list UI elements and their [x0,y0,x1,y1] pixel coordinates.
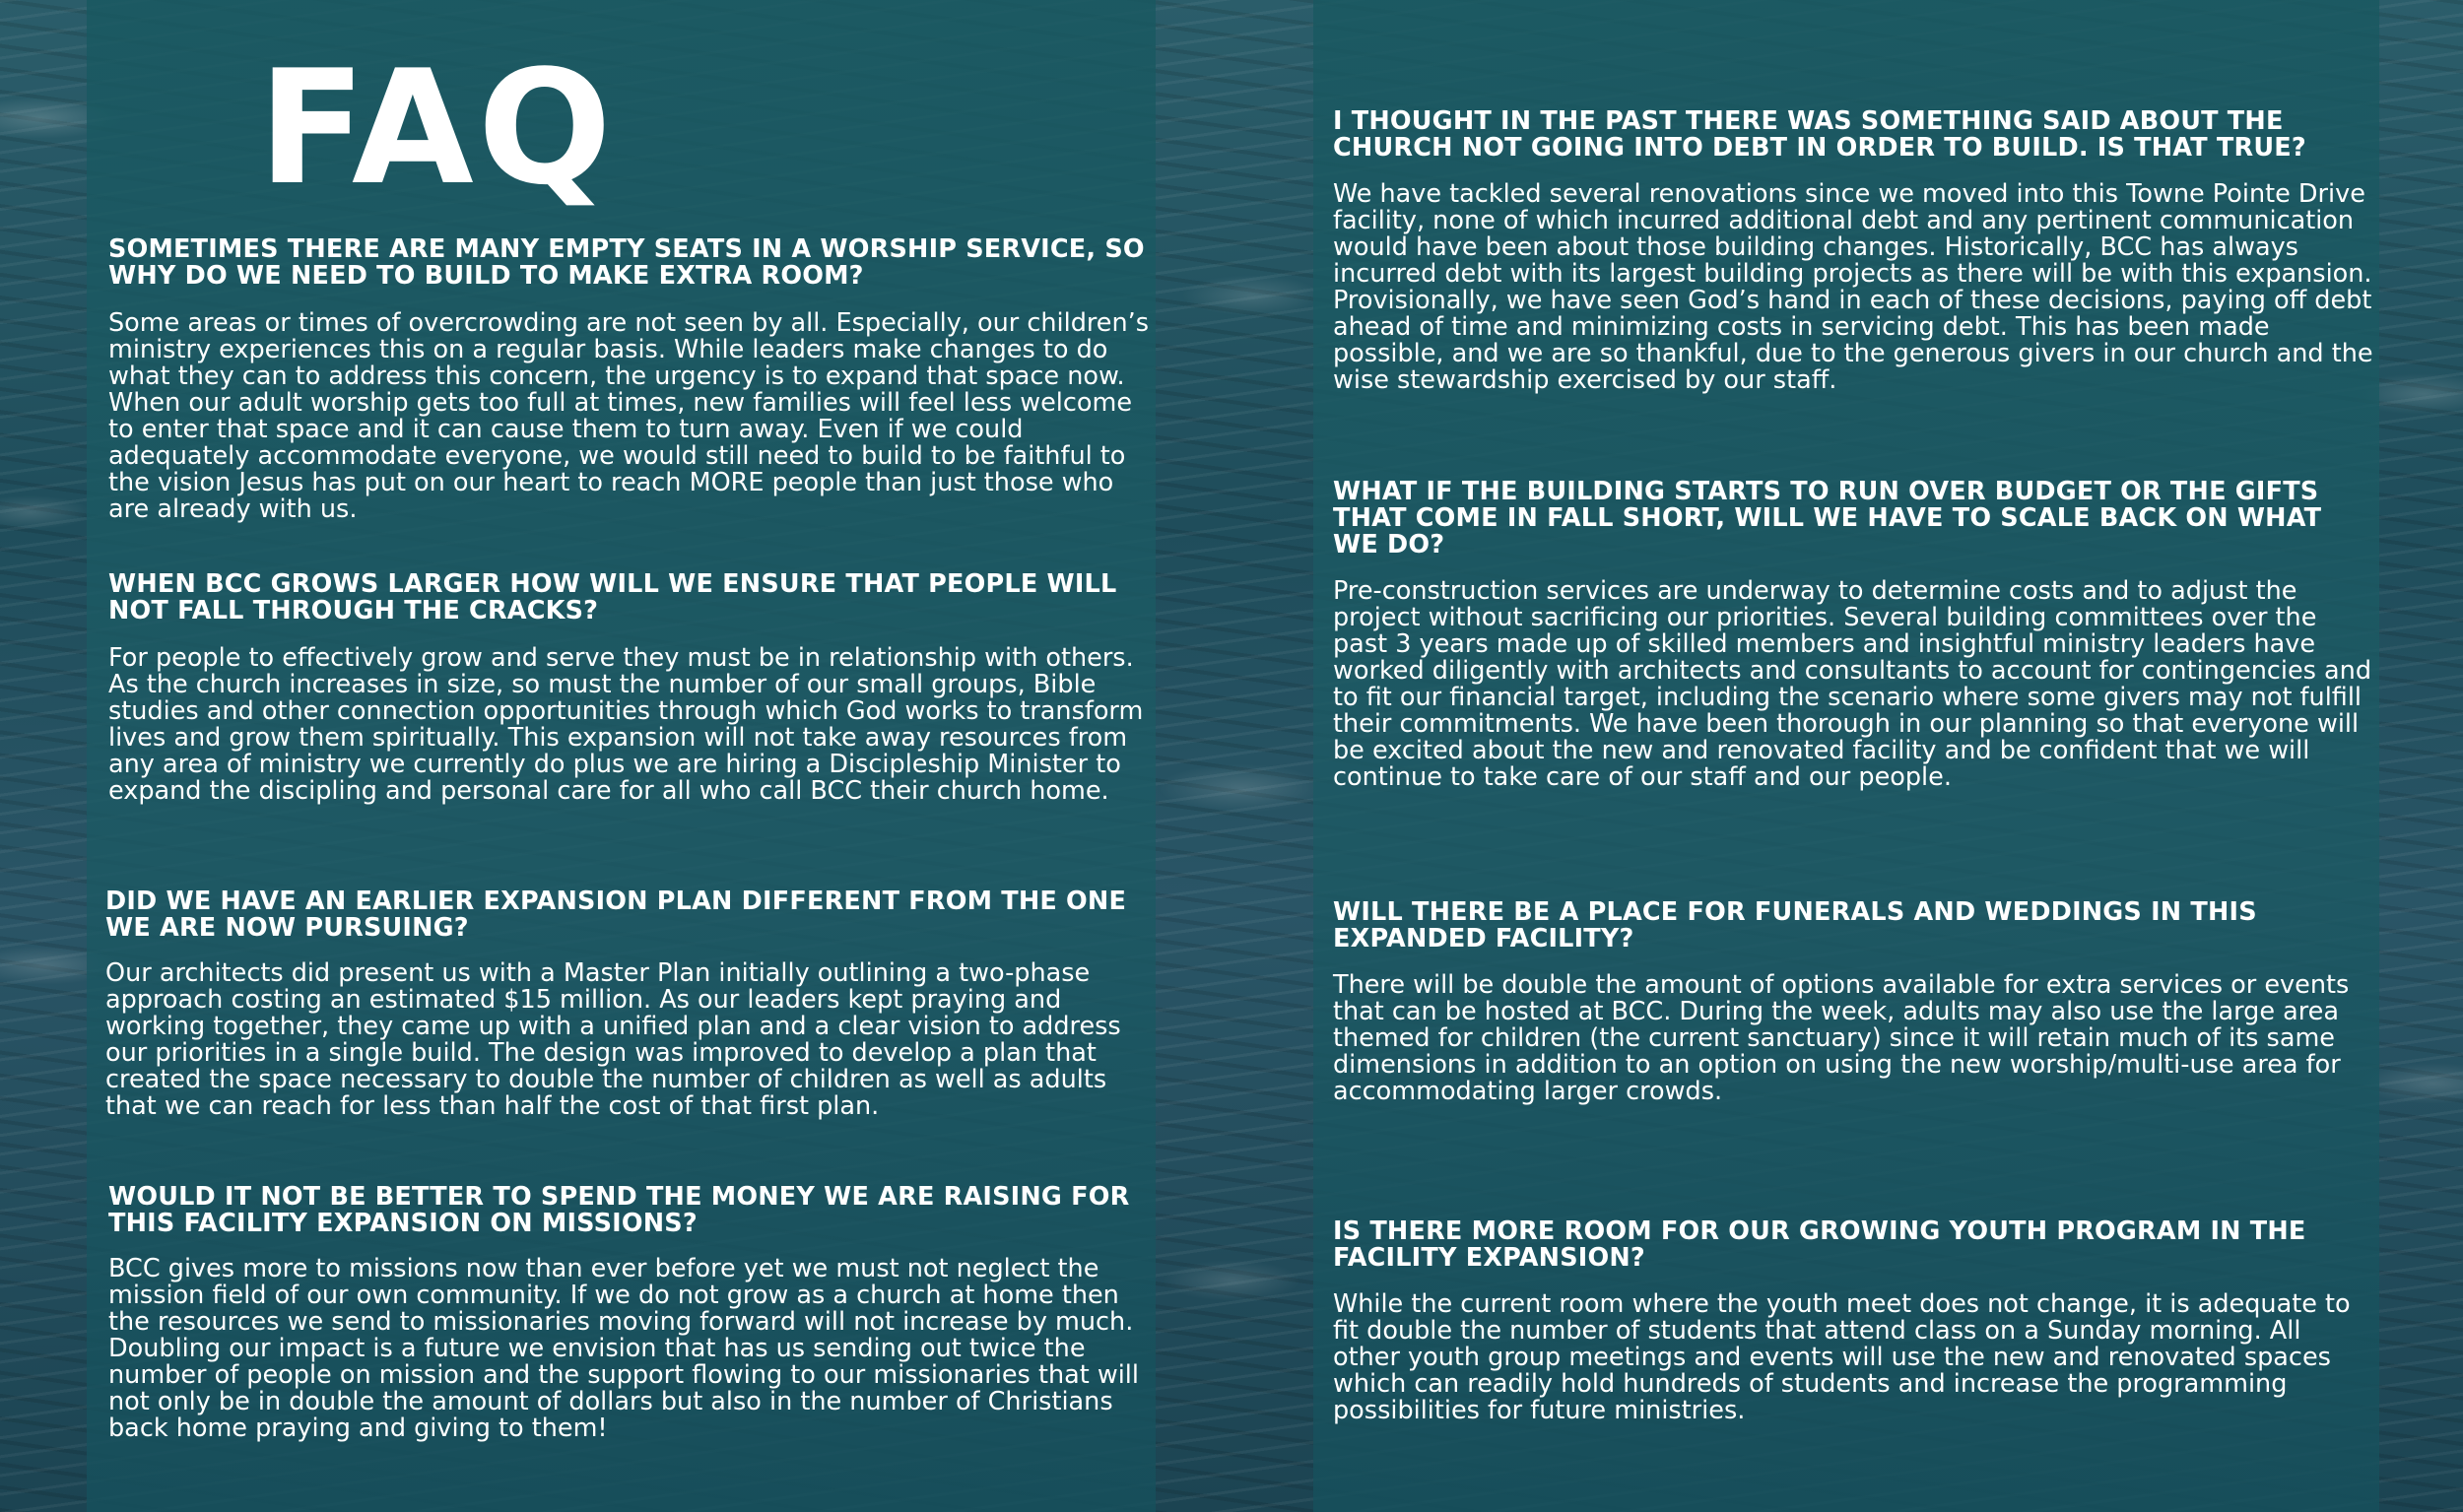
faq-answer-empty-seats: Some areas or times of overcrowding are not seen by all. Especially, our children’s ministry experiences this on a regular basis. While leaders make changes to do what they can to address this concern, the urgency is to expand that space now. When our adult worship gets too full at times, new families will feel less welcome to enter that space and it can cause them to turn away. Even if we could adequately accommodate everyone, we would still need to build to be faithful to the vision Jesus has put on our heart to reach MORE people than just those who are already with us. [108,308,1150,524]
faq-answer-debt: We have tackled several renovations since we moved into this Towne Pointe Drive facility, none of which incurred additional debt and any pertinent communication would have been about those building changes. Historically, BCC has always incurred debt with its largest building projects as there will be with this expansion. Provisionally, we have seen God’s hand in each of these decisions, paying off debt ahead of time and minimizing costs in servicing debt. This has been made possible, and we are so thankful, due to the generous givers in our church and the wise stewardship exercised by our staff. [1333,179,2373,395]
faq-answer-earlier-plan: Our architects did present us with a Master Plan initially outlining a two-phase approach costing an estimated $15 million. As our leaders kept praying and working together, they came up with a unified plan and a clear vision to address our priorities in a single build. The design was improved to develop a plan that created the space necessary to double the number of children as well as adults that we can reach for less than half the cost of that first plan. [105,958,1121,1121]
faq-question-debt: I THOUGHT IN THE PAST THERE WAS SOMETHING SAID ABOUT THE CHURCH NOT GOING INTO DEBT IN ORDER TO BUILD. IS THAT TRUE? [1333,106,2306,163]
faq-question-grows-larger: WHEN BCC GROWS LARGER HOW WILL WE ENSURE THAT PEOPLE WILL NOT FALL THROUGH THE CRACKS? [108,569,1117,625]
faq-question-earlier-plan: DID WE HAVE AN EARLIER EXPANSION PLAN DIFFERENT FROM THE ONE WE ARE NOW PURSUING? [105,887,1127,943]
faq-question-youth-program: IS THERE MORE ROOM FOR OUR GROWING YOUTH PROGRAM IN THE FACILITY EXPANSION? [1333,1216,2306,1273]
faq-question-over-budget: WHAT IF THE BUILDING STARTS TO RUN OVER BUDGET OR THE GIFTS THAT COME IN FALL SHORT, WILL WE HAVE TO SCALE BACK ON WHAT WE DO? [1333,477,2322,559]
faq-question-missions: WOULD IT NOT BE BETTER TO SPEND THE MONEY WE ARE RAISING FOR THIS FACILITY EXPANSION ON MISSIONS? [108,1182,1130,1238]
faq-answer-funerals-weddings: There will be double the amount of options available for extra services or events that can be hosted at BCC. During the week, adults may also use the large area themed for children (the current sanctuary) since it will retain much of its same dimensions in addition to an option on using the new worship/multi-use area for accommodating larger crowds. [1333,970,2350,1106]
page-title: FAQ [258,35,616,220]
faq-question-empty-seats: SOMETIMES THERE ARE MANY EMPTY SEATS IN A WORSHIP SERVICE, SO WHY DO WE NEED TO BUILD TO MAKE EXTRA ROOM? [108,234,1145,291]
faq-answer-missions: BCC gives more to missions now than ever before yet we must not neglect the mission field of our own community. If we do not grow as a church at home then the resources we send to missionaries moving forward will not increase by much. Doubling our impact is a future we envision that has us sending out twice the number of people on mission and the support flowing to our missionaries that will not only be in double the amount of dollars but also in the number of Christians back home praying and giving to them! [108,1254,1139,1443]
faq-answer-grows-larger: For people to effectively grow and serve they must be in relationship with others. As the church increases in size, so must the number of our small groups, Bible studies and other connection opportunities through which God works to transform lives and grow them spiritually. This expansion will not take away resources from any area of ministry we currently do plus we are hiring a Discipleship Minister to expand the discipling and personal care for all who call BCC their church home. [108,643,1144,806]
faq-answer-over-budget: Pre-construction services are underway to determine costs and to adjust the project without sacrificing our priorities. Several building committees over the past 3 years made up of skilled members and insightful ministry leaders have worked diligently with architects and consultants to account for contingencies and to fit our financial target, including the scenario where some givers may not fulfill their commitments. We have been thorough in our planning so that everyone will be excited about the new and renovated facility and be confident that we will continue to take care of our staff and our people. [1333,576,2372,792]
faq-answer-youth-program: While the current room where the youth meet does not change, it is adequate to fit double the number of students that attend class on a Sunday morning. All other youth group meetings and events will use the new and renovated spaces which can readily hold hundreds of students and increase the programming possibilities for future ministries. [1333,1289,2351,1425]
faq-question-funerals-weddings: WILL THERE BE A PLACE FOR FUNERALS AND WEDDINGS IN THIS EXPANDED FACILITY? [1333,897,2257,953]
